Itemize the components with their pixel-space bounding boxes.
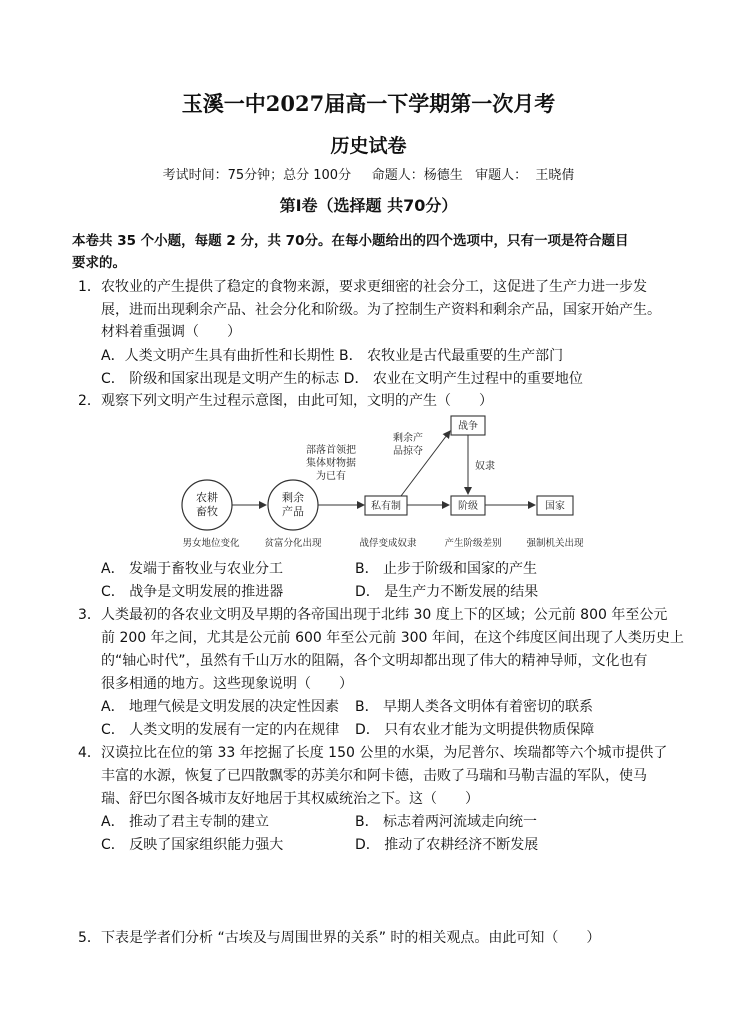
question-2-option-a[interactable]: A． 发端于畜牧业与农业分工 bbox=[101, 561, 284, 577]
question-2-option-d[interactable]: D． 是生产力不断发展的结果 bbox=[355, 584, 539, 600]
circle-surplus-label: 剩余 bbox=[282, 491, 304, 504]
question-3-number: 3． bbox=[78, 607, 101, 623]
civilization-process-diagram bbox=[175, 410, 595, 555]
question-4-option-d[interactable]: D． 推动了农耕经济不断发展 bbox=[355, 837, 539, 853]
question-3-line: 前 200 年之间，尤其是公元前 600 年至公元前 300 年间，在这个纬度区间出现了人类历史上 bbox=[101, 630, 684, 646]
bottom-label: 产生阶级差别 bbox=[444, 538, 502, 549]
note-slave: 奴隶 bbox=[475, 461, 495, 472]
circle-surplus-label: 产品 bbox=[282, 505, 304, 518]
question-4-line: 丰富的水源，恢复了已四散飘零的苏美尔和阿卡德，击败了马瑞和马勒吉温的军队，使马 bbox=[101, 768, 647, 784]
question-3-option-a[interactable]: A． 地理气候是文明发展的决定性因素 bbox=[101, 699, 340, 715]
question-4-option-a[interactable]: A． 推动了君主专制的建立 bbox=[101, 814, 270, 830]
question-3-line: 很多相通的地方。这些现象说明（ ） bbox=[101, 676, 353, 692]
bottom-label: 强制机关出现 bbox=[526, 538, 584, 549]
exam-meta: 考试时间：75分钟；总分 100分 命题人：杨德生 审题人： 王晓倩 bbox=[162, 168, 575, 183]
part-title: 第Ⅰ卷（选择题 共70分） bbox=[279, 196, 458, 215]
question-2-line: 观察下列文明产生过程示意图，由此可知，文明的产生（ ） bbox=[101, 393, 493, 409]
question-4-option-b[interactable]: B． 标志着两河流域走向统一 bbox=[355, 814, 538, 830]
question-5-number: 5． bbox=[78, 930, 101, 946]
question-1-number: 1． bbox=[78, 279, 101, 295]
question-4-number: 4． bbox=[78, 745, 101, 761]
question-1-option[interactable]: A．人类文明产生具有曲折性和长期性 B． 农牧业是古代最重要的生产部门 bbox=[101, 348, 564, 364]
bottom-label: 贫富分化出现 bbox=[264, 538, 322, 549]
question-1-line: 材料着重强调（ ） bbox=[101, 324, 241, 340]
question-4-option-c[interactable]: C． 反映了国家组织能力强大 bbox=[101, 837, 284, 853]
question-1-option[interactable]: C． 阶级和国家出现是文明产生的标志 D． 农业在文明产生过程中的重要地位 bbox=[101, 371, 583, 387]
box-class-label: 阶级 bbox=[458, 501, 478, 512]
instructions-line-1: 本卷共 35 个小题，每题 2 分，共 70分。在每小题给出的四个选项中，只有一项是符合题目 bbox=[72, 233, 629, 249]
circle-agriculture-label: 农耕 bbox=[196, 491, 218, 504]
question-2-option-c[interactable]: C． 战争是文明发展的推进器 bbox=[101, 584, 284, 600]
note-plunder: 剩余产 bbox=[393, 433, 423, 444]
note-chiefs: 集体财物据 bbox=[306, 458, 356, 469]
question-4-line: 瑞、舒巴尔图各城市友好地居于其权威统治之下。这（ ） bbox=[101, 791, 479, 807]
note-chiefs: 为已有 bbox=[316, 471, 346, 482]
exam-title: 玉溪一中2027届高一下学期第一次月考 bbox=[181, 91, 556, 116]
question-1-line: 展，进而出现剩余产品、社会分化和阶级。为了控制生产资料和剩余产品，国家开始产生。 bbox=[101, 302, 661, 318]
instructions-line-2: 要求的。 bbox=[72, 255, 126, 271]
note-chiefs: 部落首领把 bbox=[306, 445, 356, 456]
bottom-label: 男女地位变化 bbox=[182, 538, 240, 549]
box-war-label: 战争 bbox=[458, 421, 478, 432]
question-3-option-d[interactable]: D． 只有农业才能为文明提供物质保障 bbox=[355, 722, 595, 738]
question-1-line: 农牧业的产生提供了稳定的食物来源，要求更细密的社会分工，这促进了生产力进一步发 bbox=[101, 279, 647, 295]
question-2-number: 2． bbox=[78, 393, 101, 409]
question-3-line: 人类最初的各农业文明及早期的各帝国出现于北纬 30 度上下的区域；公元前 800 年至公元 bbox=[101, 607, 668, 623]
question-3-line: 的“轴心时代”，虽然有千山万水的阻隔，各个文明却都出现了伟大的精神导师，文化也有 bbox=[101, 653, 648, 669]
question-3-option-b[interactable]: B． 早期人类各文明体有着密切的联系 bbox=[355, 699, 594, 715]
box-private-ownership-label: 私有制 bbox=[371, 501, 401, 512]
question-4-line: 汉谟拉比在位的第 33 年挖掘了长度 150 公里的水渠，为尼普尔、埃瑞都等六个城市提供了 bbox=[101, 745, 668, 761]
box-state-label: 国家 bbox=[545, 501, 565, 512]
bottom-label: 战俘变成奴隶 bbox=[359, 538, 417, 549]
question-2-option-b[interactable]: B． 止步于阶级和国家的产生 bbox=[355, 561, 538, 577]
note-plunder: 品掠夺 bbox=[393, 446, 423, 457]
question-5-line: 下表是学者们分析 “古埃及与周围世界的关系” 时的相关观点。由此可知（ ） bbox=[101, 930, 601, 946]
question-3-option-c[interactable]: C． 人类文明的发展有一定的内在规律 bbox=[101, 722, 340, 738]
exam-subject: 历史试卷 bbox=[330, 135, 407, 157]
circle-agriculture-label: 畜牧 bbox=[196, 505, 218, 518]
